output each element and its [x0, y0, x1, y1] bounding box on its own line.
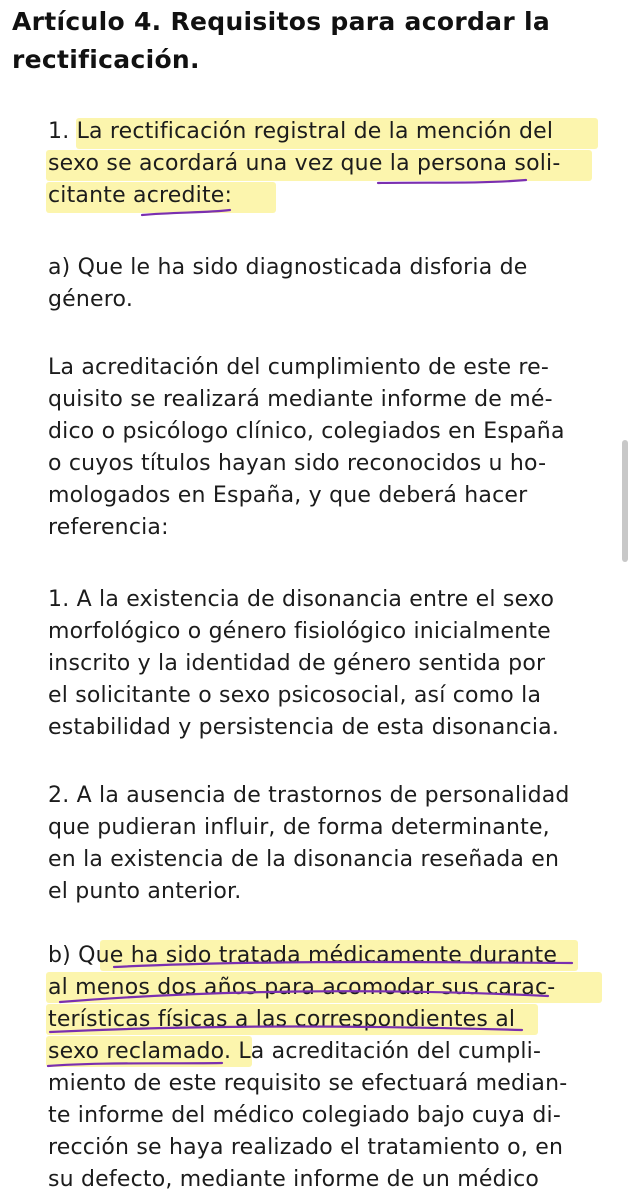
text-line: morfológico o género fisiológico inicialmente: [48, 619, 551, 644]
text-line: citante acredite:: [48, 183, 233, 208]
scrollbar-thumb[interactable]: [622, 440, 628, 562]
text-line: 1. A la existencia de disonancia entre el sexo: [48, 587, 555, 612]
text-line: 1. La rectificación registral de la mención del: [48, 119, 554, 144]
text-line: al menos dos años para acomodar sus carac-: [48, 975, 556, 1000]
text-line: su defecto, mediante informe de un médico: [48, 1167, 540, 1192]
text-line: sexo se acordará una vez que la persona soli-: [48, 151, 561, 176]
text-line: terísticas físicas a las correspondientes al: [48, 1007, 516, 1032]
text-line: sexo reclamado. La acreditación del cumpli-: [48, 1039, 542, 1064]
text-line: inscrito y la identidad de género sentida por: [48, 651, 546, 676]
text-line: el punto anterior.: [48, 879, 242, 904]
article-title-line: Artículo 4. Requisitos para acordar la: [12, 7, 550, 36]
text-line: 2. A la ausencia de trastornos de personalidad: [48, 783, 570, 808]
text-line: en la existencia de la disonancia reseñada en: [48, 847, 560, 872]
text-line: te informe del médico colegiado bajo cuya di-: [48, 1103, 561, 1128]
text-line: o cuyos títulos hayan sido reconocidos u ho-: [48, 451, 547, 476]
text-line: referencia:: [48, 515, 169, 540]
text-line: género.: [48, 287, 134, 312]
text-line: quisito se realizará mediante informe de mé-: [48, 387, 553, 412]
article-title-line: rectificación.: [12, 45, 200, 74]
text-line: estabilidad y persistencia de esta disonancia.: [48, 715, 560, 740]
text-line: miento de este requisito se efectuará median-: [48, 1071, 568, 1096]
text-line: b) Que ha sido tratada médicamente durante: [48, 943, 558, 968]
text-line: dico o psicólogo clínico, colegiados en España: [48, 419, 565, 444]
text-line: La acreditación del cumplimiento de este re-: [48, 355, 550, 380]
text-line: mologados en España, y que deberá hacer: [48, 483, 528, 508]
text-line: que pudieran influir, de forma determinante,: [48, 815, 550, 840]
text-line: rección se haya realizado el tratamiento o, en: [48, 1135, 564, 1160]
text-line: el solicitante o sexo psicosocial, así como la: [48, 683, 542, 708]
text-line: a) Que le ha sido diagnosticada disforia de: [48, 255, 528, 280]
